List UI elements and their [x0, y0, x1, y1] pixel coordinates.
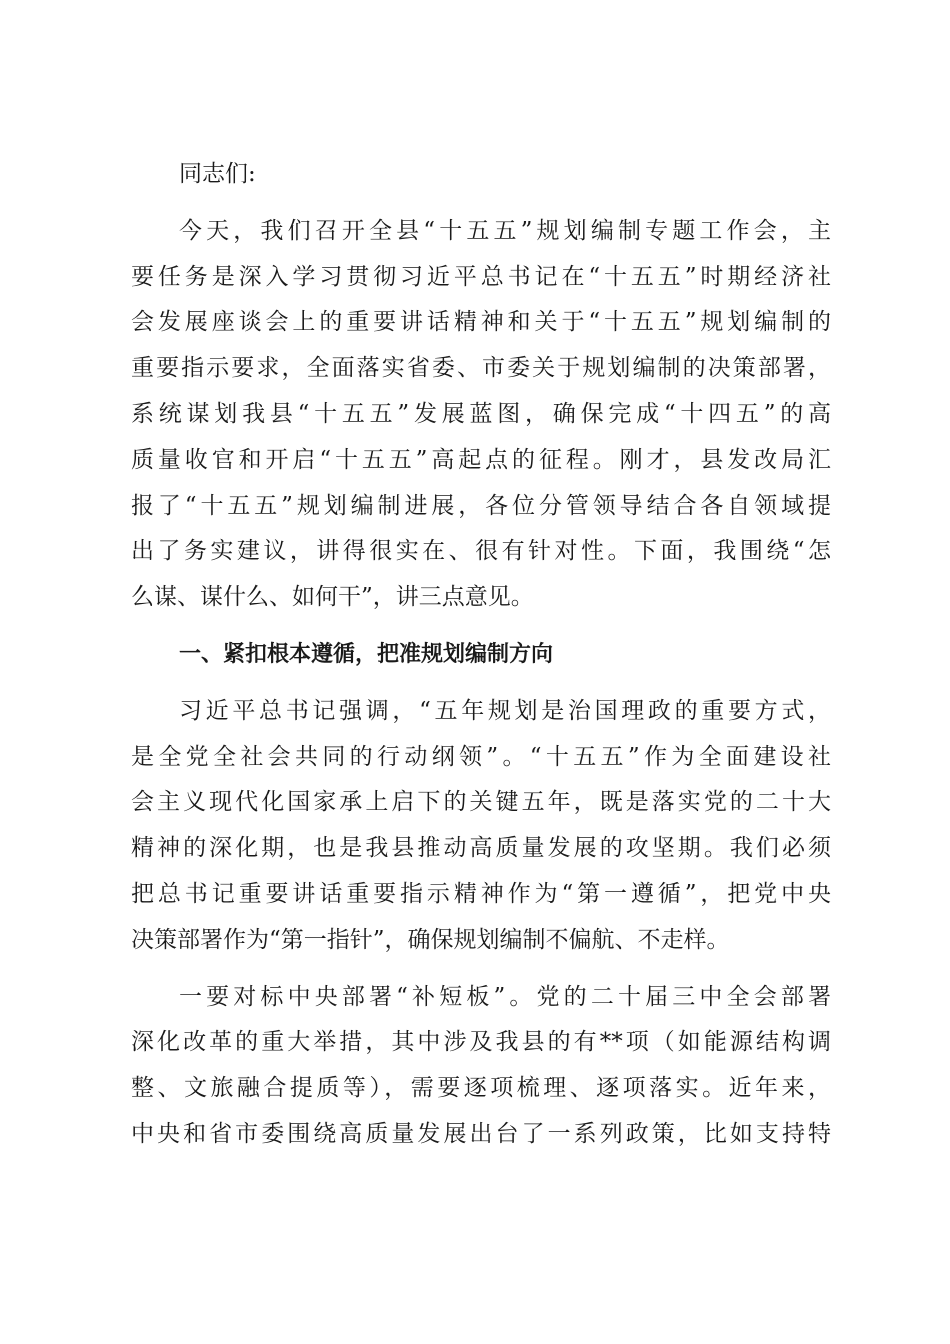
paragraph-line: 精神的深化期，也是我县推动高质量发展的攻坚期。我们必须	[131, 835, 831, 862]
paragraph-gap	[131, 964, 831, 975]
paragraph-gap	[131, 198, 831, 209]
paragraph-line: 么谋、谋什么、如何干”，讲三点意见。	[131, 584, 534, 611]
paragraph-line: 决策部署作为“第一指针”，确保规划编制不偏航、不走样。	[131, 926, 730, 953]
paragraph-line: 把总书记重要讲话重要指示精神作为“第一遵循”，把党中央	[131, 880, 831, 907]
section-heading: 一、紧扣根本遵循，把准规划编制方向	[179, 641, 554, 667]
paragraph-line: 整、文旅融合提质等），需要逐项梳理、逐项落实。近年来，	[131, 1075, 831, 1102]
paragraph-line: 会发展座谈会上的重要讲话精神和关于“十五五”规划编制的	[131, 309, 831, 336]
paragraph-line: 会主义现代化国家承上启下的关键五年，既是落实党的二十大	[131, 789, 831, 816]
paragraph-gap	[131, 678, 831, 689]
paragraph-guidance	[131, 689, 831, 964]
paragraph-line: 一要对标中央部署“补短板”。党的二十届三中全会部署	[179, 983, 831, 1010]
paragraph-line: 是全党全社会共同的行动纲领”。“十五五”作为全面建设社	[131, 743, 831, 770]
paragraph-line: 深化改革的重大举措，其中涉及我县的有**项（如能源结构调	[131, 1029, 831, 1056]
document-body	[131, 152, 831, 1158]
paragraph-gap	[131, 621, 831, 632]
paragraph-line: 中央和省市委围绕高质量发展出台了一系列政策，比如支持特	[131, 1120, 831, 1147]
paragraph-shortboard	[131, 975, 831, 1158]
paragraph-line: 重要指示要求，全面落实省委、市委关于规划编制的决策部署，	[131, 355, 831, 382]
paragraph-line: 要任务是深入学习贯彻习近平总书记在“十五五”时期经济社	[131, 263, 831, 290]
paragraph-line: 今天，我们召开全县“十五五”规划编制专题工作会，主	[179, 217, 831, 244]
paragraph-line: 习近平总书记强调，“五年规划是治国理政的重要方式，	[179, 697, 831, 724]
paragraph-line: 报了“十五五”规划编制进展，各位分管领导结合各自领域提	[131, 492, 831, 519]
paragraph-opening	[131, 209, 831, 621]
paragraph-line: 质量收官和开启“十五五”高起点的征程。刚才，县发改局汇	[131, 446, 831, 473]
salutation: 同志们:	[179, 161, 256, 187]
paragraph-line: 系统谋划我县“十五五”发展蓝图，确保完成“十四五”的高	[131, 400, 831, 427]
paragraph-line: 出了务实建议，讲得很实在、很有针对性。下面，我围绕“怎	[131, 538, 831, 565]
